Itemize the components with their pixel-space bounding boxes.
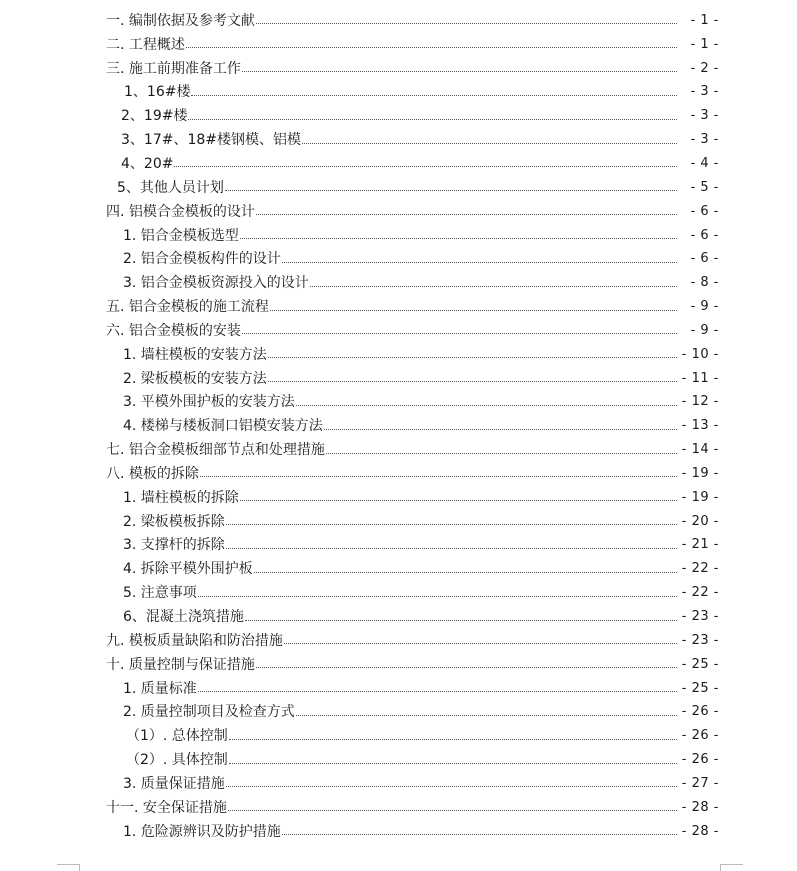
toc-dot-leader bbox=[226, 524, 677, 525]
toc-page-number: - 9 - bbox=[690, 299, 719, 315]
toc-page-number: - 1 - bbox=[690, 36, 719, 52]
toc-dot-leader bbox=[226, 548, 677, 549]
toc-dot-leader bbox=[254, 572, 677, 573]
toc-entry-title: 六. 铝合金模板的安装 bbox=[106, 322, 241, 339]
toc-entry-title: 5、其他人员计划 bbox=[117, 179, 224, 196]
toc-entry[interactable] bbox=[0, 700, 797, 724]
toc-entry-title: 十. 质量控制与保证措施 bbox=[106, 656, 255, 673]
toc-entry[interactable] bbox=[0, 295, 797, 319]
toc-page-number: - 19 - bbox=[681, 489, 719, 505]
toc-dot-leader bbox=[256, 23, 677, 24]
toc-dot-leader bbox=[256, 214, 677, 215]
toc-page-number: - 22 - bbox=[681, 585, 719, 601]
toc-entry[interactable] bbox=[0, 605, 797, 629]
toc-entry[interactable] bbox=[0, 724, 797, 748]
toc-page-number: - 14 - bbox=[681, 442, 719, 458]
toc-entry-title: 1. 墙柱模板的安装方法 bbox=[123, 346, 267, 363]
toc-dot-leader bbox=[282, 262, 677, 263]
toc-entry[interactable] bbox=[0, 104, 797, 128]
toc-page-number: - 6 - bbox=[690, 251, 719, 267]
toc-entry-title: 2. 梁板模板拆除 bbox=[123, 513, 225, 530]
toc-page-number: - 26 - bbox=[681, 752, 719, 768]
toc-page-number: - 13 - bbox=[681, 418, 719, 434]
toc-dot-leader bbox=[200, 476, 677, 477]
toc-dot-leader bbox=[229, 739, 677, 740]
toc-entry[interactable] bbox=[0, 33, 797, 57]
toc-dot-leader bbox=[229, 763, 677, 764]
toc-entry[interactable] bbox=[0, 128, 797, 152]
toc-page-number: - 11 - bbox=[681, 370, 719, 386]
toc-entry-title: （1）. 总体控制 bbox=[126, 728, 228, 745]
toc-page-number: - 28 - bbox=[681, 799, 719, 815]
toc-page-number: - 25 - bbox=[681, 656, 719, 672]
toc-page-number: - 22 - bbox=[681, 561, 719, 577]
toc-entry[interactable] bbox=[0, 414, 797, 438]
toc-entry-title: 3. 质量保证措施 bbox=[123, 775, 225, 792]
toc-dot-leader bbox=[310, 286, 677, 287]
toc-entry[interactable] bbox=[0, 9, 797, 33]
toc-entry-title: 1. 质量标准 bbox=[123, 680, 197, 697]
toc-page-number: - 23 - bbox=[681, 632, 719, 648]
toc-entry-title: 十一. 安全保证措施 bbox=[106, 799, 227, 816]
toc-dot-leader bbox=[245, 620, 677, 621]
toc-entry-title: 3. 支撑杆的拆除 bbox=[123, 537, 225, 554]
toc-entry[interactable] bbox=[0, 391, 797, 415]
toc-page-number: - 4 - bbox=[690, 155, 719, 171]
toc-entry[interactable] bbox=[0, 343, 797, 367]
toc-entry[interactable] bbox=[0, 534, 797, 558]
toc-page-number: - 20 - bbox=[681, 513, 719, 529]
toc-page-number: - 23 - bbox=[681, 609, 719, 625]
toc-dot-leader bbox=[296, 715, 677, 716]
toc-dot-leader bbox=[256, 667, 677, 668]
toc-entry[interactable] bbox=[0, 748, 797, 772]
toc-dot-leader bbox=[188, 119, 677, 120]
toc-page-number: - 2 - bbox=[690, 60, 719, 76]
toc-entry-title: 4、20# bbox=[121, 155, 174, 172]
toc-entry[interactable] bbox=[0, 438, 797, 462]
toc-entry-title: 四. 铝模合金模板的设计 bbox=[106, 203, 255, 220]
toc-entry[interactable] bbox=[0, 677, 797, 701]
toc-entry[interactable] bbox=[0, 820, 797, 844]
toc-entry-title: 2. 质量控制项目及检查方式 bbox=[123, 704, 295, 721]
toc-entry-title: 1、16#楼 bbox=[124, 84, 191, 101]
toc-dot-leader bbox=[242, 71, 677, 72]
toc-dot-leader bbox=[284, 643, 677, 644]
toc-entry-title: 二. 工程概述 bbox=[106, 36, 185, 53]
toc-entry-title: 2、19#楼 bbox=[121, 108, 188, 125]
toc-dot-leader bbox=[228, 810, 677, 811]
toc-page-number: - 6 - bbox=[690, 227, 719, 243]
toc-entry-title: 1. 墙柱模板的拆除 bbox=[123, 489, 239, 506]
toc-dot-leader bbox=[240, 238, 677, 239]
toc-entry-title: 1. 铝合金模板选型 bbox=[123, 227, 239, 244]
toc-entry[interactable] bbox=[0, 152, 797, 176]
toc-entry-title: 4. 楼梯与楼板洞口铝模安装方法 bbox=[123, 418, 323, 435]
toc-dot-leader bbox=[296, 405, 677, 406]
toc-dot-leader bbox=[226, 786, 677, 787]
toc-entry[interactable] bbox=[0, 57, 797, 81]
toc-entry[interactable] bbox=[0, 367, 797, 391]
toc-page-number: - 26 - bbox=[681, 704, 719, 720]
toc-entry[interactable] bbox=[0, 510, 797, 534]
toc-entry[interactable] bbox=[0, 486, 797, 510]
toc-dot-leader bbox=[270, 310, 677, 311]
toc-entry-title: （2）. 具体控制 bbox=[126, 752, 228, 769]
toc-entry-title: 八. 模板的拆除 bbox=[106, 465, 199, 482]
toc-entry-title: 5. 注意事项 bbox=[123, 585, 197, 602]
toc-dot-leader bbox=[326, 453, 677, 454]
toc-entry-title: 3、17#、18#楼钢模、铝模 bbox=[121, 132, 301, 149]
toc-page-number: - 8 - bbox=[690, 275, 719, 291]
toc-entry-title: 2. 梁板模板的安装方法 bbox=[123, 370, 267, 387]
toc-entry[interactable] bbox=[0, 796, 797, 820]
toc-entry[interactable] bbox=[0, 462, 797, 486]
toc-page-number: - 5 - bbox=[690, 179, 719, 195]
toc-dot-leader bbox=[191, 95, 677, 96]
toc-entry[interactable] bbox=[0, 224, 797, 248]
toc-dot-leader bbox=[198, 691, 677, 692]
toc-page-number: - 3 - bbox=[690, 132, 719, 148]
toc-entry-title: 1. 危险源辨识及防护措施 bbox=[123, 823, 281, 840]
toc-page-number: - 3 - bbox=[690, 108, 719, 124]
toc-entry[interactable] bbox=[0, 557, 797, 581]
toc-dot-leader bbox=[174, 166, 677, 167]
toc-page-number: - 12 - bbox=[681, 394, 719, 410]
toc-dot-leader bbox=[324, 429, 677, 430]
toc-entry-title: 三. 施工前期准备工作 bbox=[106, 60, 241, 77]
toc-entry[interactable] bbox=[0, 319, 797, 343]
toc-page-number: - 27 - bbox=[681, 775, 719, 791]
toc-dot-leader bbox=[240, 500, 677, 501]
toc-entry-title: 一. 编制依据及参考文献 bbox=[106, 12, 255, 29]
toc-entry-title: 3. 平模外围护板的安装方法 bbox=[123, 394, 295, 411]
toc-entry[interactable] bbox=[0, 772, 797, 796]
toc-entry-title: 4. 拆除平模外围护板 bbox=[123, 561, 253, 578]
toc-dot-leader bbox=[282, 834, 677, 835]
toc-entry[interactable] bbox=[0, 653, 797, 677]
table-of-contents bbox=[0, 9, 797, 844]
toc-entry-title: 七. 铝合金模板细部节点和处理措施 bbox=[106, 442, 325, 459]
toc-page-number: - 19 - bbox=[681, 465, 719, 481]
toc-dot-leader bbox=[198, 596, 677, 597]
toc-dot-leader bbox=[268, 357, 677, 358]
toc-entry-title: 五. 铝合金模板的施工流程 bbox=[106, 299, 269, 316]
toc-entry[interactable] bbox=[0, 200, 797, 224]
toc-entry[interactable] bbox=[0, 581, 797, 605]
toc-dot-leader bbox=[302, 143, 677, 144]
toc-page-number: - 6 - bbox=[690, 203, 719, 219]
toc-entry[interactable] bbox=[0, 81, 797, 105]
toc-entry[interactable] bbox=[0, 271, 797, 295]
toc-page-number: - 25 - bbox=[681, 680, 719, 696]
toc-dot-leader bbox=[225, 190, 677, 191]
toc-entry-title: 九. 模板质量缺陷和防治措施 bbox=[106, 632, 283, 649]
toc-dot-leader bbox=[268, 381, 677, 382]
toc-page-number: - 3 - bbox=[690, 84, 719, 100]
toc-page-number: - 28 - bbox=[681, 823, 719, 839]
page-corner-mark-right bbox=[720, 864, 743, 871]
toc-entry[interactable] bbox=[0, 629, 797, 653]
toc-entry[interactable] bbox=[0, 176, 797, 200]
toc-page-number: - 10 - bbox=[681, 346, 719, 362]
toc-dot-leader bbox=[242, 333, 677, 334]
page-corner-mark-left bbox=[57, 864, 80, 871]
toc-page-number: - 26 - bbox=[681, 728, 719, 744]
toc-page-number: - 1 - bbox=[690, 12, 719, 28]
toc-dot-leader bbox=[186, 47, 677, 48]
toc-page-number: - 9 - bbox=[690, 322, 719, 338]
toc-entry[interactable] bbox=[0, 247, 797, 271]
toc-page-number: - 21 - bbox=[681, 537, 719, 553]
toc-entry-title: 3. 铝合金模板资源投入的设计 bbox=[123, 275, 309, 292]
toc-entry-title: 2. 铝合金模板构件的设计 bbox=[123, 251, 281, 268]
toc-entry-title: 6、混凝土浇筑措施 bbox=[123, 609, 244, 626]
